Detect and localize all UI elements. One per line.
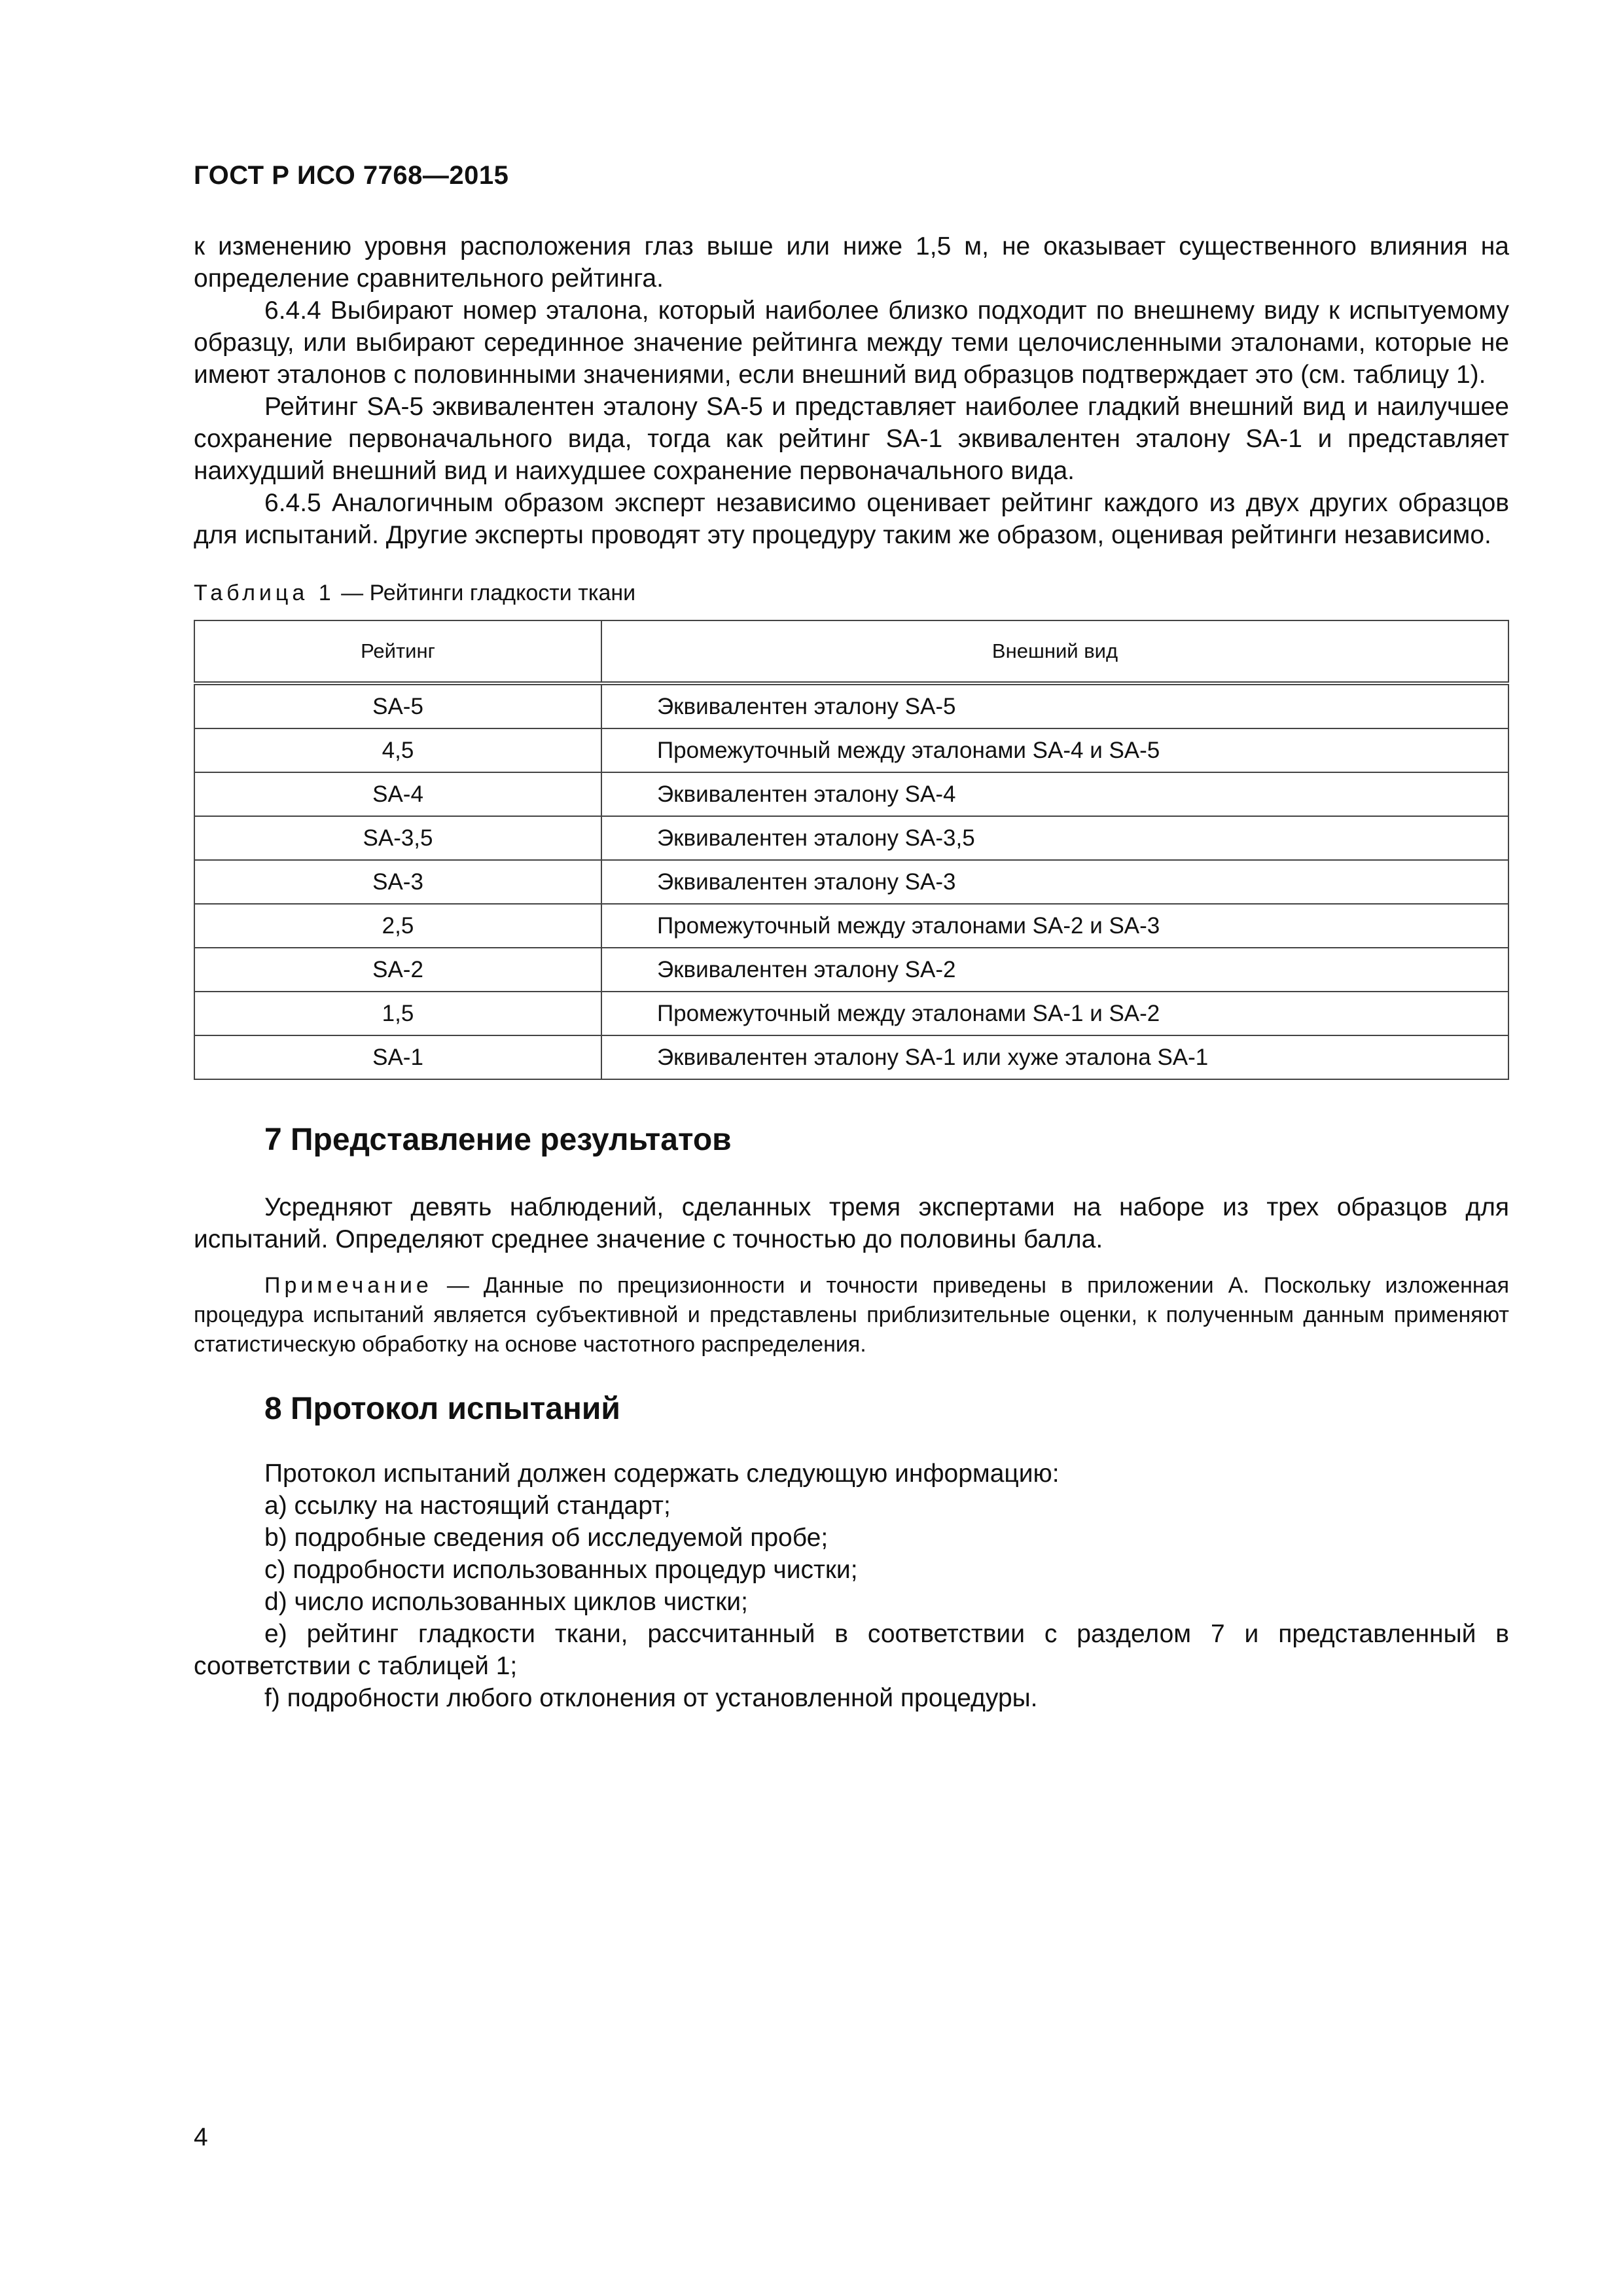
rating-cell: 1,5 [194,992,601,1035]
appearance-cell: Промежуточный между эталонами SA-1 и SA-2 [601,992,1508,1035]
note-label: Примечание [264,1273,433,1298]
document-header: ГОСТ Р ИСО 7768—2015 [194,161,509,190]
ratings-table [194,620,1509,1080]
list-item: b) подробные сведения об исследуемой пробе; [264,1524,829,1552]
appearance-cell: Эквивалентен эталону SA-1 или хуже эталона SA-1 [601,1035,1508,1079]
protocol-list [194,1458,1509,1714]
appearance-cell: Эквивалентен эталону SA-3 [601,860,1508,904]
appearance-cell: Промежуточный между эталонами SA-4 и SA-5 [601,728,1508,772]
table-row [194,816,1508,860]
column-header-rating: Рейтинг [194,620,601,683]
table-row [194,772,1508,816]
rating-cell: 4,5 [194,728,601,772]
list-item: d) число использованных циклов чистки; [264,1588,748,1616]
table-row [194,904,1508,948]
paragraph-6-4-5: 6.4.5 Аналогичным образом эксперт независимо оценивает рейтинг каждого из двух других образцов для испытаний. Другие эксперты проводят эту процедуру таким же образом, оценивая рейтинги независимо. [194,489,1509,549]
table-caption-label: Таблица 1 [194,581,335,605]
table-caption [194,579,1509,607]
section-7-note [194,1271,1509,1359]
table-header-row [194,620,1508,683]
appearance-cell: Эквивалентен эталону SA-4 [601,772,1508,816]
rating-cell: SA-4 [194,772,601,816]
appearance-cell: Эквивалентен эталону SA-2 [601,948,1508,992]
document-body [194,230,1509,1714]
paragraph-continuation: к изменению уровня расположения глаз выше или ниже 1,5 м, не оказывает существенного влияния на определение сравнительного рейтинга. [194,232,1509,293]
section-8-heading: 8 Протокол испытаний [264,1391,620,1426]
column-header-appearance: Внешний вид [601,620,1508,683]
rating-cell: 2,5 [194,904,601,948]
rating-cell: SA-5 [194,683,601,728]
appearance-cell: Эквивалентен эталону SA-5 [601,683,1508,728]
rating-cell: SA-2 [194,948,601,992]
table-row [194,1035,1508,1079]
table-row [194,992,1508,1035]
table-row [194,728,1508,772]
table-row [194,948,1508,992]
rating-cell: SA-1 [194,1035,601,1079]
list-item: e) рейтинг гладкости ткани, рассчитанный в соответствии с разделом 7 и представленный в соответствии с таблицей 1; [194,1620,1509,1680]
table-row [194,683,1508,728]
table-row [194,860,1508,904]
appearance-cell: Эквивалентен эталону SA-3,5 [601,816,1508,860]
table-caption-text: — Рейтинги гладкости ткани [334,581,636,605]
rating-cell: SA-3 [194,860,601,904]
note-text: — Данные по прецизионности и точности приведены в приложении А. Поскольку изложенная процедура испытаний является субъективной и представлены приблизительные оценки, к полученным данным применяют статистическую обработку на основе частотного распределения. [194,1273,1509,1357]
paragraph-6-4-4: 6.4.4 Выбирают номер эталона, который наиболее близко подходит по внешнему виду к испытуемому образцу, или выбирают серединное значение рейтинга между теми целочисленными эталонами, которые не имеют эталонов с половинными значениями, если внешний вид образцов подтверждает это (см. таблицу 1). [194,296,1509,389]
list-item: f) подробности любого отклонения от установленной процедуры. [264,1684,1038,1712]
rating-cell: SA-3,5 [194,816,601,860]
protocol-intro: Протокол испытаний должен содержать следующую информацию: [264,1460,1060,1488]
page-number: 4 [194,2123,208,2151]
list-item: a) ссылку на настоящий стандарт; [264,1492,671,1520]
section-7-heading: 7 Представление результатов [264,1122,732,1157]
appearance-cell: Промежуточный между эталонами SA-2 и SA-3 [601,904,1508,948]
paragraph-rating: Рейтинг SA-5 эквивалентен эталону SA-5 и представляет наиболее гладкий внешний вид и наилучшее сохранение первоначального вида, тогда как рейтинг SA-1 эквивалентен эталону SA-1 и представляет наихудший внешний вид и наихудшее сохранение первоначального вида. [194,393,1509,485]
list-item: c) подробности использованных процедур чистки; [264,1556,858,1584]
section-7-text: Усредняют девять наблюдений, сделанных тремя экспертами на наборе из трех образцов для испытаний. Определяют среднее значение с точностью до половины балла. [194,1193,1509,1253]
